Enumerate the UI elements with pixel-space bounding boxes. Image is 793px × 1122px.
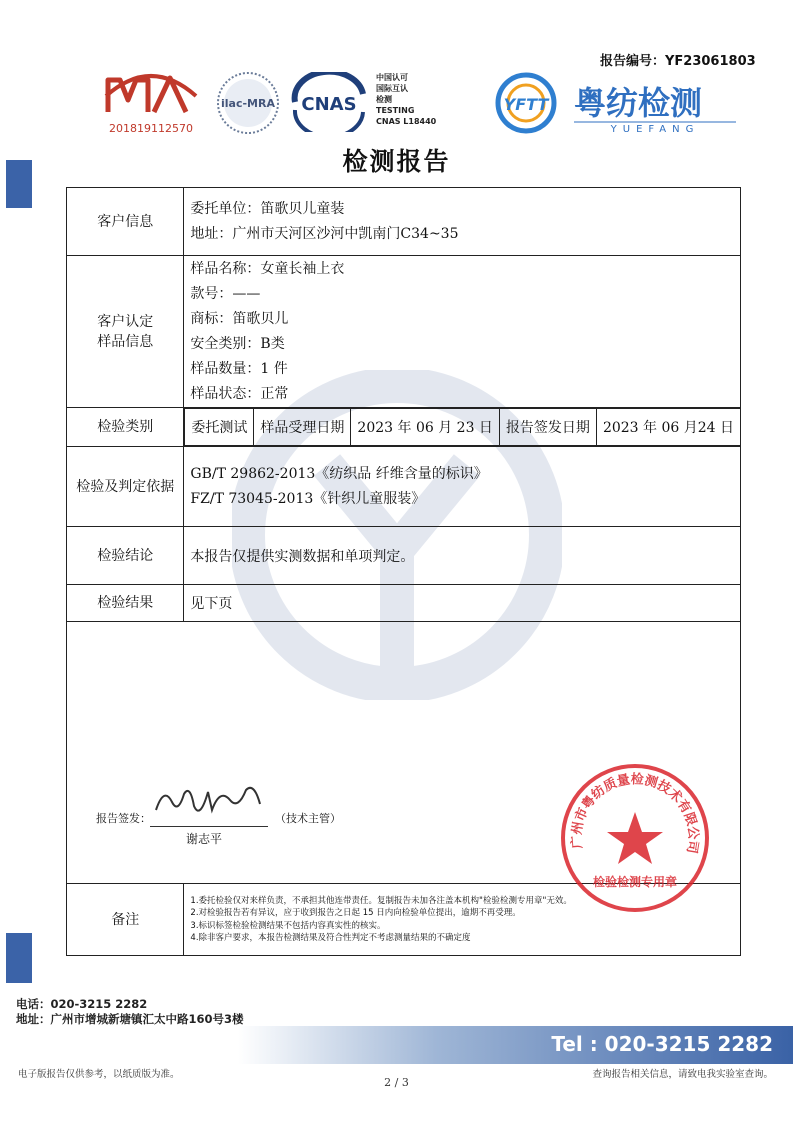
conclusion-label: 检验结论 (67, 527, 184, 585)
issued-date-label: 报告签发日期 (499, 409, 596, 446)
client-label: 客户信息 (67, 188, 184, 256)
signature-image (150, 780, 270, 826)
footer-note-right: 查询报告相关信息，请致电我实验室查询。 (592, 1069, 773, 1080)
page-number: 2 / 3 (384, 1076, 409, 1089)
inspection-dates (184, 408, 740, 446)
conclusion-value: 本报告仅提供实测数据和单项判定。 (184, 527, 741, 585)
signer-name: 谢志平 (186, 832, 223, 846)
sample-quantity: 样品数量：1 件 (190, 360, 288, 377)
client-info (184, 188, 741, 256)
sample-brand: 商标：笛歌贝儿 (190, 310, 289, 327)
brand-name: 粤纺检测 (574, 84, 703, 122)
issued-date: 2023 年 06 月24 日 (596, 409, 740, 446)
sample-safety: 安全类别：B类 (190, 335, 285, 352)
report-number: 报告编号：YF23061803 (600, 54, 756, 69)
remark-item: 3.标识标签检验检测结果不包括内容真实性的核实。 (190, 920, 386, 931)
cnas-logo (289, 72, 369, 132)
yuefang-logo (490, 72, 742, 134)
signature-line (150, 826, 268, 827)
standard-line-1: GB/T 29862-2013《纺织品 纤维含量的标识》 (190, 465, 488, 482)
cnas-description: 中国认可 国际互认 检测 TESTING CNAS L18440 (376, 73, 437, 126)
footer-note-left: 电子版报告仅供参考，以纸质版为准。 (18, 1069, 180, 1080)
signer-role: （技术主管） (275, 812, 341, 825)
client-company: 委托单位：笛歌贝儿童装 (190, 200, 345, 217)
inspection-type-label: 检验类别 (67, 408, 184, 447)
standard-info (184, 447, 741, 527)
received-date-label: 样品受理日期 (254, 409, 351, 446)
footer-band (0, 1026, 793, 1064)
side-tab-bottom (6, 933, 32, 983)
signoff-label: 报告签发： (96, 812, 151, 825)
sample-style-no: 款号：—— (190, 285, 261, 302)
document-title: 检测报告 (342, 147, 451, 176)
svg-text:广州市粤纺质量检测技术有限公司: 广州市粤纺质量检测技术有限公司 (569, 772, 701, 855)
ilac-mra-logo (214, 70, 282, 136)
ilac-text: ilac-MRA (221, 97, 275, 110)
sample-info (184, 256, 741, 408)
standard-label: 检验及判定依据 (67, 447, 184, 527)
result-value: 见下页 (184, 585, 741, 622)
sample-state: 样品状态：正常 (190, 385, 289, 402)
remark-item: 1.委托检验仅对来样负责，不承担其他连带责任。复制报告未加各注盖本机构"检验检测专用章"无效。 (190, 895, 572, 906)
inspection-type-value: 委托测试 (185, 409, 254, 446)
official-seal (557, 760, 713, 916)
brand-en: YUEFANG (610, 124, 700, 134)
cnas-text: CNAS (301, 94, 357, 115)
seal-subtitle: 检验检测专用章 (592, 875, 678, 889)
brand-short: YFTT (503, 95, 549, 114)
result-label: 检验结果 (67, 585, 184, 622)
footer-band-phone: Tel : 020-3215 2282 (551, 1032, 773, 1056)
remark-item: 2.对检验报告若有异议，应于收到报告之日起 15 日内向检验单位提出，逾期不再受理。 (190, 908, 521, 918)
cma-logo (104, 70, 198, 140)
remark-item: 4.除非客户要求，本报告检测结果及符合性判定不考虑测量结果的不确定度 (190, 933, 471, 943)
client-address: 地址：广州市天河区沙河中凯南门C34~35 (190, 225, 459, 242)
sample-name: 样品名称：女童长袖上衣 (190, 260, 345, 277)
sample-label: 客户认定 样品信息 (67, 256, 184, 408)
ma-code: 201819112570 (109, 122, 193, 135)
footer-address: 地址：广州市增城新塘镇汇太中路160号3楼 (16, 1012, 244, 1026)
remarks-label: 备注 (67, 884, 184, 956)
received-date: 2023 年 06 月 23 日 (351, 409, 500, 446)
footer-phone: 电话：020-3215 2282 (16, 997, 148, 1011)
standard-line-2: FZ/T 73045-2013《针织儿童服装》 (190, 490, 426, 507)
